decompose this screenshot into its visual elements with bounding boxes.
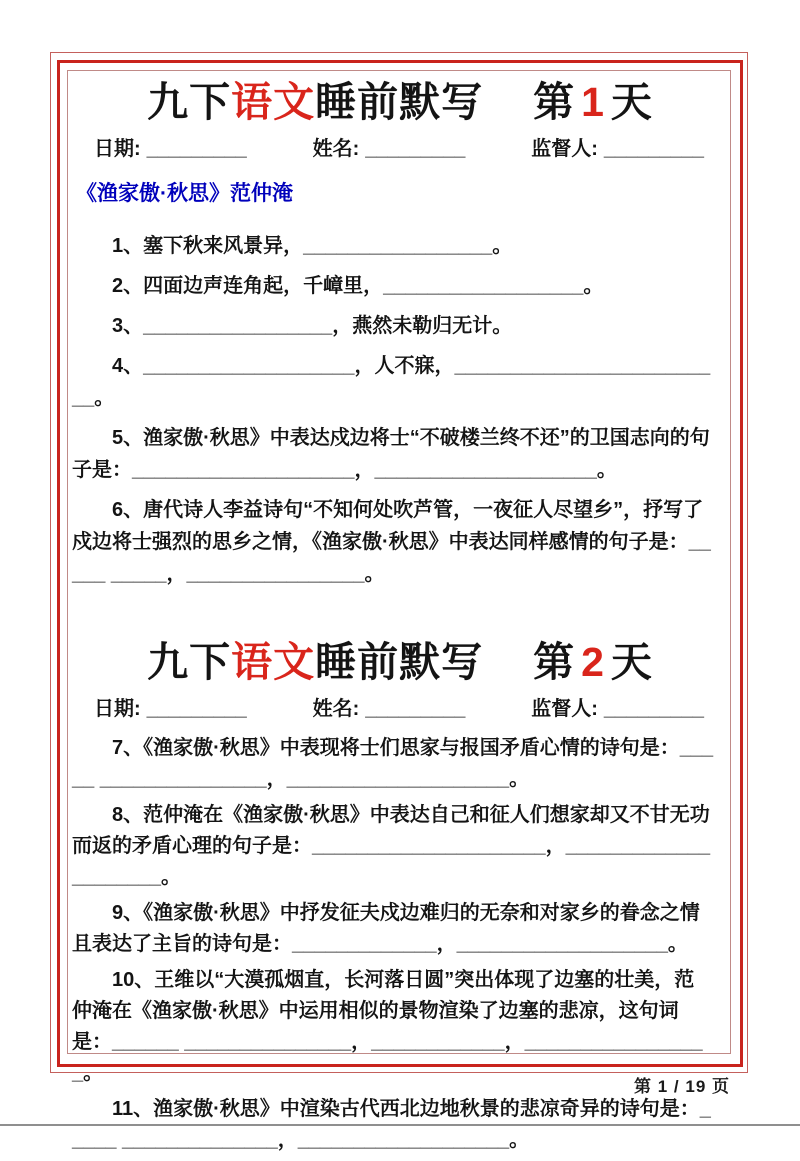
page-content [72,72,728,1161]
section-title [72,638,728,686]
field-date [94,695,247,723]
date-blank-line: _________ [146,138,247,160]
date-label: 日期: [94,138,141,160]
day-label [533,78,653,126]
question-item: 7、《渔家傲·秋思》中表现将士们思家与报国矛盾心情的诗句是：_____ _______________，____________________。 [72,737,714,790]
name-label: 姓名: [312,698,360,720]
date-blank-line: _________ [146,698,247,720]
question-item: 1、塞下秋来风景异，_________________。 [112,235,513,257]
question-list [72,230,728,590]
supervisor-label: 监督人: [531,138,598,160]
day-suffix: 天 [610,79,653,125]
field-supervisor [531,695,704,723]
day-suffix: 天 [610,639,653,685]
title-subject: 语文 [231,79,316,125]
day-number: 2 [581,639,605,685]
page-bottom-divider [0,1124,800,1126]
question-item: 8、范仲淹在《渔家傲·秋思》中表达自己和征人们想家却又不甘无功而返的矛盾心理的句子是：_____________________，_____________________。 [72,804,711,888]
title-subject: 语文 [231,639,316,685]
question-item: 6、唐代诗人李益诗句“不知何处吹芦管，一夜征人尽望乡”，抒写了戍边将士强烈的思乡之情，《渔家傲·秋思》中表达同样感情的句子是：_____ _____，________________。 [72,499,711,585]
title-prefix: 九下 [147,639,232,685]
supervisor-blank-line: _________ [603,138,704,160]
question-item: 9、《渔家傲·秋思》中抒发征夫戍边难归的无奈和对家乡的眷念之情且表达了主旨的诗句是：_____________，___________________。 [72,902,700,955]
section-title [72,78,728,126]
worksheet-title [147,78,483,126]
question-item: 2、四面边声连角起，千嶂里，__________________。 [112,275,604,297]
name-label: 姓名: [312,138,360,160]
question-item: 10、王维以“大漠孤烟直，长河落日圆”突出体现了边塞的壮美，范仲淹在《渔家傲·秋思》中运用相似的景物渲染了边塞的悲凉，这句词是：______ _______________，____________，_________________。 [72,969,703,1084]
worksheet-title [147,638,483,686]
day-2-section [72,638,728,1156]
date-label: 日期: [94,698,141,720]
question-item: 5、渔家傲·秋思》中表达戍边将士“不破楼兰终不还”的卫国志向的句子是：____________________，____________________。 [72,427,710,481]
supervisor-label: 监督人: [531,698,598,720]
title-suffix: 睡前默写 [315,79,484,125]
question-item: 11、渔家傲·秋思》中渲染古代西北边地秋景的悲凉奇异的诗句是：_____ ______________，___________________。 [72,1098,711,1151]
day-1-section [72,78,728,590]
info-fields-row [72,135,728,163]
question-item: 4、___________________，人不寐，_________________________。 [72,355,711,409]
name-blank-line: _________ [365,138,466,160]
day-prefix: 第 [533,639,576,685]
question-item: 3、_________________，燕然未勒归无计。 [112,315,513,337]
question-list [72,733,728,1156]
name-blank-line: _________ [365,698,466,720]
title-suffix: 睡前默写 [315,639,484,685]
day-prefix: 第 [533,79,576,125]
day-number: 1 [581,79,605,125]
field-date [94,135,247,163]
supervisor-blank-line: _________ [603,698,704,720]
page-number: 第 1 / 19 页 [634,1077,730,1096]
field-supervisor [531,135,704,163]
poem-title-heading: 《渔家傲·秋思》范仲淹 [76,182,293,205]
title-prefix: 九下 [147,79,232,125]
field-name [313,135,466,163]
info-fields-row [72,695,728,723]
field-name [313,695,466,723]
day-label [533,638,653,686]
